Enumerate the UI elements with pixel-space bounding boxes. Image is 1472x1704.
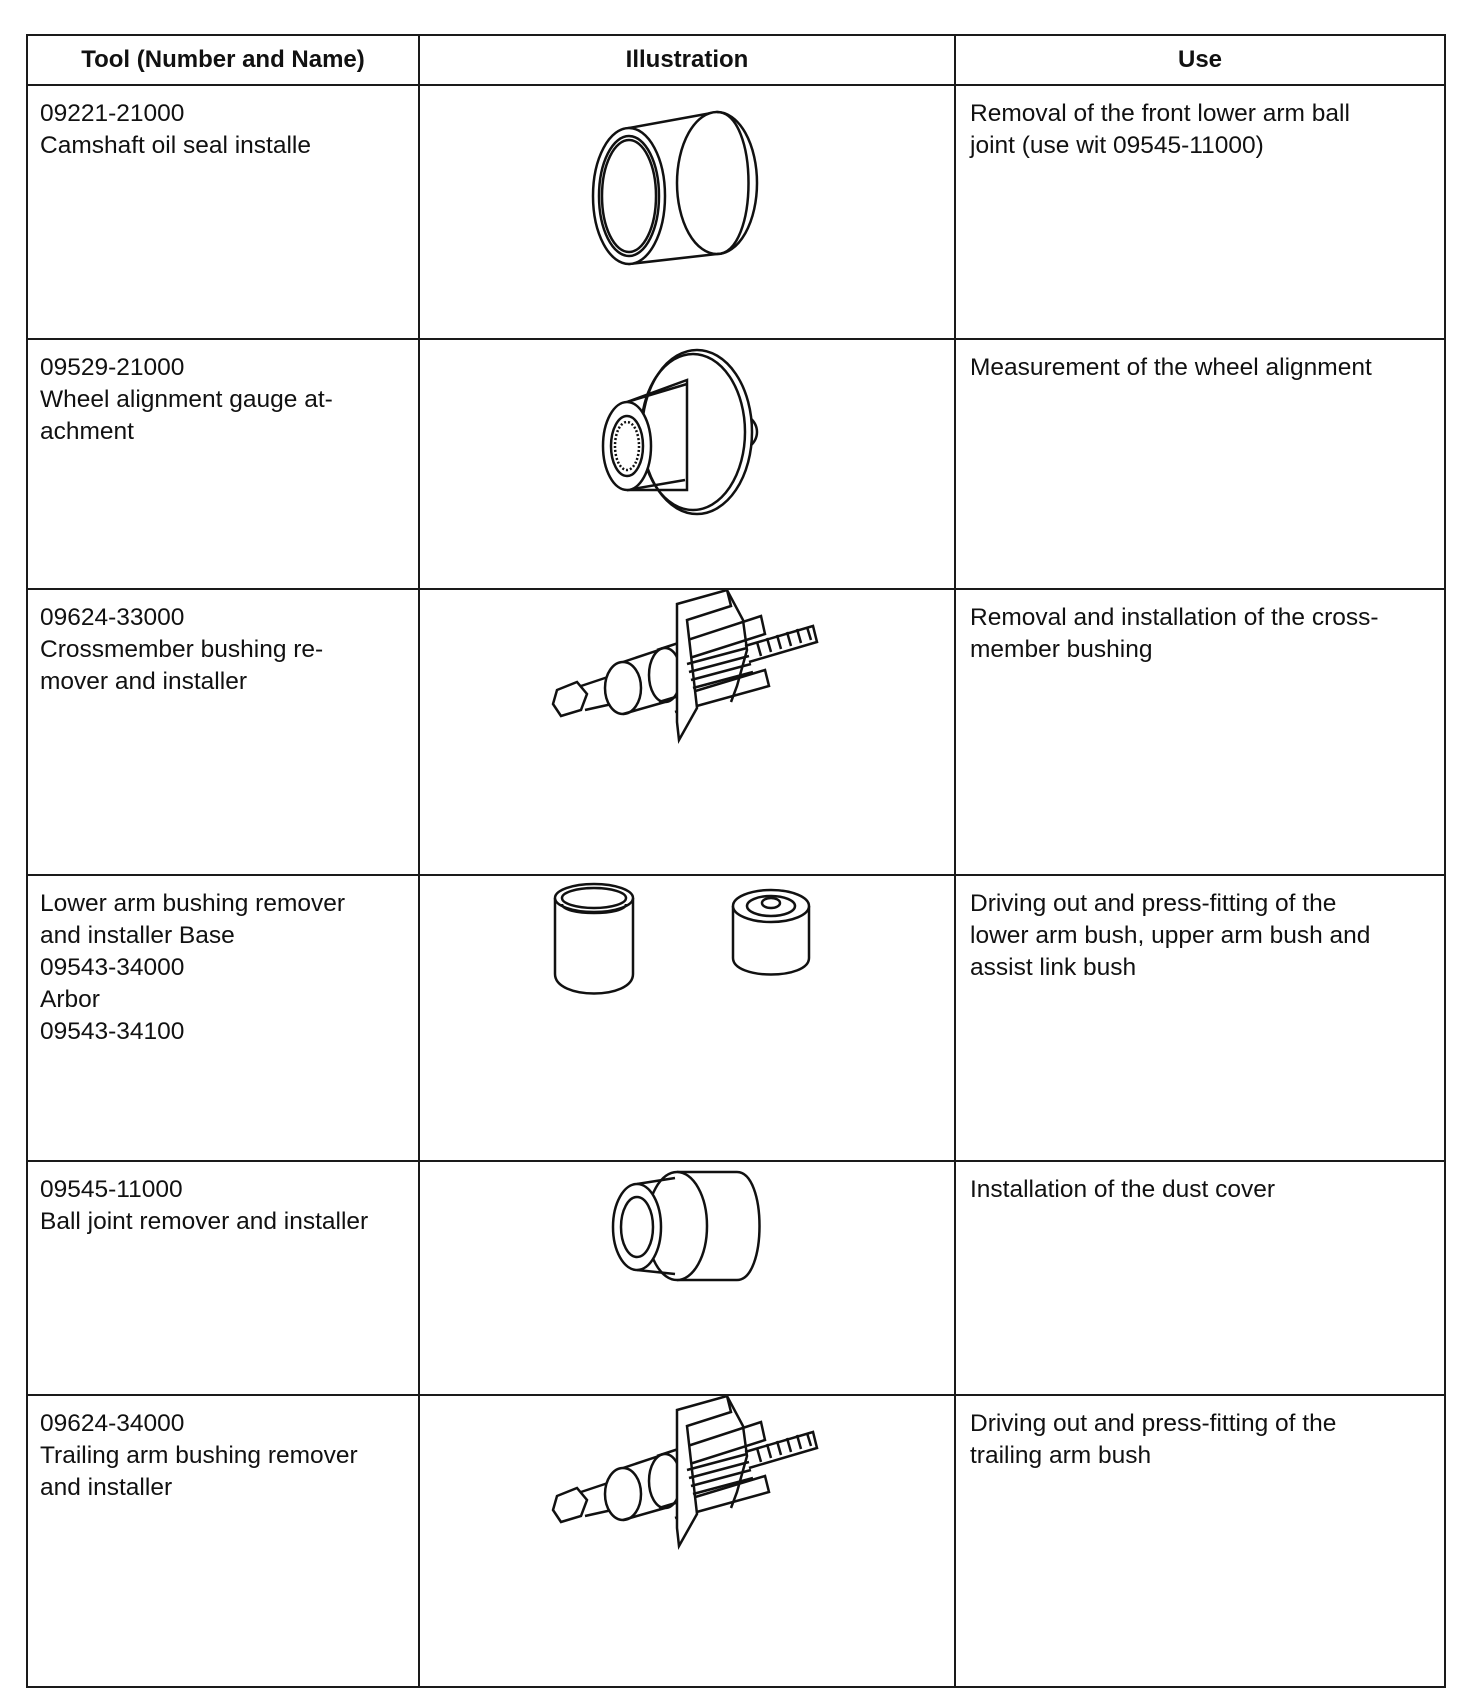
header-illustration: Illustration	[419, 35, 955, 85]
use-text-line: Driving out and press-fitting of the	[970, 1410, 1337, 1437]
tool-number: 09624-33000	[40, 604, 185, 631]
header-use: Use	[955, 35, 1445, 85]
use-text-line: Measurement of the wheel alignment	[970, 354, 1372, 381]
tool-number: 09624-34000	[40, 1410, 185, 1437]
tool-cell	[27, 339, 419, 589]
flanged-threaded-adapter-icon	[567, 340, 807, 530]
tool-name: achment	[40, 418, 134, 445]
use-text-line: member bushing	[970, 636, 1153, 663]
tool-cell	[27, 1161, 419, 1395]
table-row	[27, 1395, 1445, 1687]
table-row	[27, 1161, 1445, 1395]
tool-cell	[27, 1395, 419, 1687]
illustration-cell	[419, 589, 955, 875]
use-text-line: lower arm bush, upper arm bush and	[970, 922, 1371, 949]
tool-cell	[27, 875, 419, 1161]
tool-name: Lower arm bushing remover	[40, 890, 346, 917]
tool-name: Ball joint remover and installer	[40, 1208, 369, 1235]
illustration-cell	[419, 1395, 955, 1687]
stepped-cylinder-icon	[587, 1162, 787, 1292]
use-cell	[955, 875, 1445, 1161]
table-row	[27, 589, 1445, 875]
table-row	[27, 85, 1445, 339]
tool-cell	[27, 85, 419, 339]
tool-name: Wheel alignment gauge at-	[40, 386, 333, 413]
tool-name: mover and installer	[40, 668, 247, 695]
use-text-line: Removal of the front lower arm ball	[970, 100, 1350, 127]
use-cell	[955, 339, 1445, 589]
use-text-line: assist link bush	[970, 954, 1137, 981]
header-row	[27, 35, 1445, 85]
bushing-puller-icon	[547, 590, 827, 750]
use-text-line: Driving out and press-fitting of the	[970, 890, 1337, 917]
use-cell	[955, 1161, 1445, 1395]
use-text-line: Installation of the dust cover	[970, 1176, 1276, 1203]
use-cell	[955, 85, 1445, 339]
tool-cell	[27, 589, 419, 875]
tool-number: 09529-21000	[40, 354, 185, 381]
header-tool: Tool (Number and Name)	[27, 35, 419, 85]
illustration-cell	[419, 1161, 955, 1395]
illustration-cell	[419, 339, 955, 589]
bushing-puller-icon	[547, 1396, 827, 1556]
use-text-line: trailing arm bush	[970, 1442, 1152, 1469]
base-and-arbor-icon	[547, 876, 827, 1006]
tool-number: 09543-34100	[40, 1018, 185, 1045]
use-text-line: Removal and installation of the cross-	[970, 604, 1379, 631]
tool-name: Arbor	[40, 986, 100, 1013]
use-text-line: joint (use wit 09545-11000)	[970, 132, 1264, 159]
tool-number: 09543-34000	[40, 954, 185, 981]
illustration-cell	[419, 85, 955, 339]
tool-number: 09545-11000	[40, 1176, 183, 1203]
cylindrical-sleeve-tool-icon	[567, 86, 807, 286]
use-cell	[955, 589, 1445, 875]
tool-name: and installer	[40, 1474, 173, 1501]
tool-name: Camshaft oil seal installe	[40, 132, 311, 159]
table-row	[27, 875, 1445, 1161]
table-row	[27, 339, 1445, 589]
tool-name: Trailing arm bushing remover	[40, 1442, 358, 1469]
special-tools-table	[26, 34, 1446, 1688]
tool-name: and installer Base	[40, 922, 235, 949]
illustration-cell	[419, 875, 955, 1161]
use-cell	[955, 1395, 1445, 1687]
tool-number: 09221-21000	[40, 100, 185, 127]
tool-name: Crossmember bushing re-	[40, 636, 324, 663]
